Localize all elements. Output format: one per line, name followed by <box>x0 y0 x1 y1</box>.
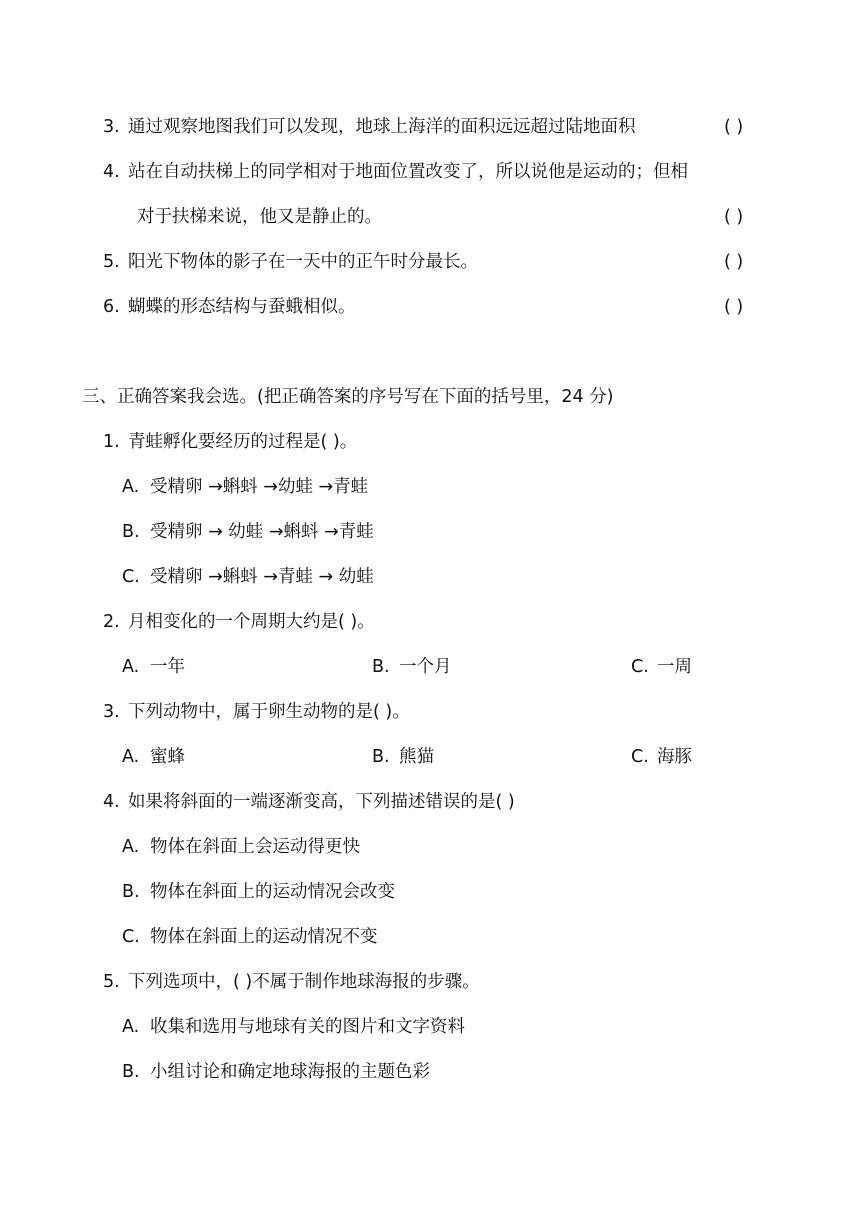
option-text: 熊猫 <box>399 747 434 767</box>
judgment-item <box>0 112 860 142</box>
item-text: 蝴蝶的形态结构与蚕蛾相似。 <box>128 297 356 317</box>
answer-parentheses: ( ) <box>724 207 744 227</box>
answer-parentheses: ( ) <box>724 252 744 272</box>
section-title: 三、正确答案我会选。(把正确答案的序号写在下面的括号里，24 分) <box>82 387 614 407</box>
option-label: C. <box>122 567 140 587</box>
question-text: 如果将斜面的一端逐渐变高，下列描述错误的是( ) <box>128 792 515 812</box>
option-row <box>0 742 860 772</box>
question <box>0 607 860 637</box>
item-text: 站在自动扶梯上的同学相对于地面位置改变了，所以说他是运动的；但相 <box>128 162 688 182</box>
question-number: 1. <box>103 432 120 452</box>
option <box>0 1012 860 1042</box>
option-label: B. <box>122 882 140 902</box>
judgment-item <box>0 157 860 187</box>
option-text: 受精卵 →蝌蚪 →幼蛙 →青蛙 <box>150 477 369 497</box>
option-text: 海豚 <box>657 747 692 767</box>
question-number: 5. <box>103 972 120 992</box>
question-text: 下列动物中，属于卵生动物的是( )。 <box>128 702 410 722</box>
item-number: 3. <box>103 117 120 137</box>
item-text-continuation: 对于扶梯来说，他又是静止的。 <box>137 207 382 227</box>
item-number: 6. <box>103 297 120 317</box>
question <box>0 967 860 997</box>
item-text: 阳光下物体的影子在一天中的正午时分最长。 <box>128 252 478 272</box>
option-label: A. <box>122 837 140 857</box>
judgment-item-continuation <box>0 202 860 232</box>
option-text: 受精卵 →蝌蚪 →青蛙 → 幼蛙 <box>150 567 374 587</box>
option-text: 物体在斜面上的运动情况不变 <box>150 927 378 947</box>
answer-parentheses: ( ) <box>724 117 744 137</box>
option-label: B. <box>122 1062 140 1082</box>
option-label: C. <box>631 747 649 767</box>
option-text: 一周 <box>657 657 692 677</box>
option-text: 一年 <box>150 657 185 677</box>
question-number: 3. <box>103 702 120 722</box>
option-label: C. <box>631 657 649 677</box>
question-text: 月相变化的一个周期大约是( )。 <box>128 612 375 632</box>
option-text: 一个月 <box>399 657 452 677</box>
judgment-item <box>0 247 860 277</box>
option <box>0 877 860 907</box>
option-text: 小组讨论和确定地球海报的主题色彩 <box>150 1062 430 1082</box>
option-text: 受精卵 → 幼蛙 →蝌蚪 →青蛙 <box>150 522 374 542</box>
answer-parentheses: ( ) <box>724 297 744 317</box>
option <box>0 517 860 547</box>
option <box>0 922 860 952</box>
option-label: A. <box>122 657 140 677</box>
option-label: A. <box>122 747 140 767</box>
item-text: 通过观察地图我们可以发现，地球上海洋的面积远远超过陆地面积 <box>128 117 636 137</box>
option-text: 收集和选用与地球有关的图片和文字资料 <box>150 1017 465 1037</box>
option <box>0 562 860 592</box>
item-number: 4. <box>103 162 120 182</box>
option-text: 物体在斜面上会运动得更快 <box>150 837 360 857</box>
option-label: C. <box>122 927 140 947</box>
option-text: 蜜蜂 <box>150 747 185 767</box>
question <box>0 697 860 727</box>
question <box>0 427 860 457</box>
option <box>0 1057 860 1087</box>
option-label: B. <box>372 657 390 677</box>
question-number: 2. <box>103 612 120 632</box>
option-label: B. <box>122 522 140 542</box>
option-text: 物体在斜面上的运动情况会改变 <box>150 882 395 902</box>
question-text: 下列选项中，( )不属于制作地球海报的步骤。 <box>128 972 480 992</box>
judgment-item <box>0 292 860 322</box>
question-text: 青蛙孵化要经历的过程是( )。 <box>128 432 358 452</box>
option <box>0 832 860 862</box>
option-label: A. <box>122 1017 140 1037</box>
question <box>0 787 860 817</box>
option-label: B. <box>372 747 390 767</box>
question-number: 4. <box>103 792 120 812</box>
option-label: A. <box>122 477 140 497</box>
option <box>0 472 860 502</box>
item-number: 5. <box>103 252 120 272</box>
section-heading <box>0 382 860 412</box>
option-row <box>0 652 860 682</box>
